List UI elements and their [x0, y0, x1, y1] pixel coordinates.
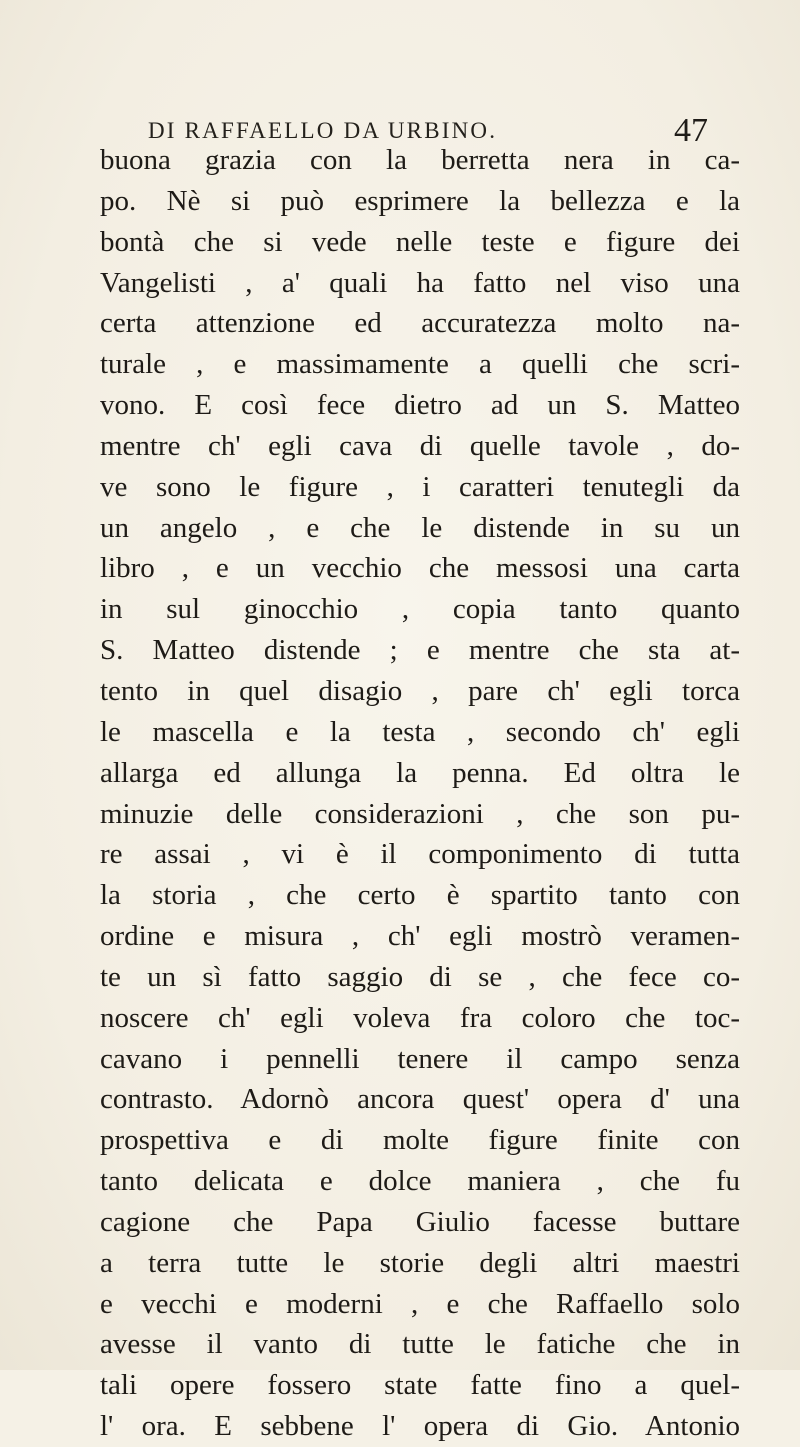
text-line: buona grazia con la berretta nera in ca- — [100, 144, 740, 176]
text-line: libro , e un vecchio che messosi una carta — [100, 552, 740, 585]
text-line: cagione che Papa Giulio facesse buttare — [100, 1205, 740, 1238]
text-line: mentre ch' egli cava di quelle tavole , do- — [100, 429, 740, 462]
text-line: avesse il vanto di tutte le fatiche che in — [100, 1328, 740, 1361]
page-number: 47 — [674, 112, 708, 149]
text-line: minuzie delle considerazioni , che son pu- — [100, 797, 740, 830]
text-line: tanto delicata e dolce maniera , che fu — [100, 1165, 740, 1198]
text-line: un angelo , e che le distende in su un — [100, 511, 740, 544]
text-line: la storia , che certo è spartito tanto con — [100, 879, 740, 912]
text-line: tali opere fossero state fatte fino a quel- — [100, 1369, 740, 1402]
text-line: S. Matteo distende ; e mentre che sta at- — [100, 634, 740, 667]
text-line: tento in quel disagio , pare ch' egli torca — [100, 674, 740, 707]
text-line: in sul ginocchio , copia tanto quanto — [100, 593, 740, 626]
text-line: Vangelisti , a' quali ha fatto nel viso una — [100, 266, 740, 299]
text-line: te un sì fatto saggio di se , che fece co- — [100, 960, 740, 993]
text-line: cavano i pennelli tenere il campo senza — [100, 1042, 740, 1075]
text-line: certa attenzione ed accuratezza molto na- — [100, 307, 740, 340]
text-line: ve sono le figure , i caratteri tenutegli da — [100, 470, 740, 503]
text-line: po. Nè si può esprimere la bellezza e la — [100, 184, 740, 217]
text-line: ordine e misura , ch' egli mostrò veramen- — [100, 920, 740, 953]
text-line: vono. E così fece dietro ad un S. Matteo — [100, 389, 740, 422]
text-line: le mascella e la testa , secondo ch' egli — [100, 715, 740, 748]
text-line: contrasto. Adornò ancora quest' opera d' una — [100, 1083, 740, 1116]
text-line: re assai , vi è il componimento di tutta — [100, 838, 740, 871]
text-line: bontà che si vede nelle teste e figure dei — [100, 225, 740, 258]
text-line: noscere ch' egli voleva fra coloro che toc- — [100, 1001, 740, 1034]
text-line: a terra tutte le storie degli altri maestri — [100, 1246, 740, 1279]
body-text — [100, 140, 740, 1447]
text-line: e vecchi e moderni , e che Raffaello solo — [100, 1287, 740, 1320]
text-line: prospettiva e di molte figure finite con — [100, 1124, 740, 1157]
text-line: allarga ed allunga la penna. Ed oltra le — [100, 756, 740, 789]
text-line: turale , e massimamente a quelli che scri- — [100, 348, 740, 381]
text-line: l' ora. E sebbene l' opera di Gio. Antonio — [100, 1410, 740, 1443]
running-head: DI RAFFAELLO DA URBINO. — [148, 118, 498, 143]
